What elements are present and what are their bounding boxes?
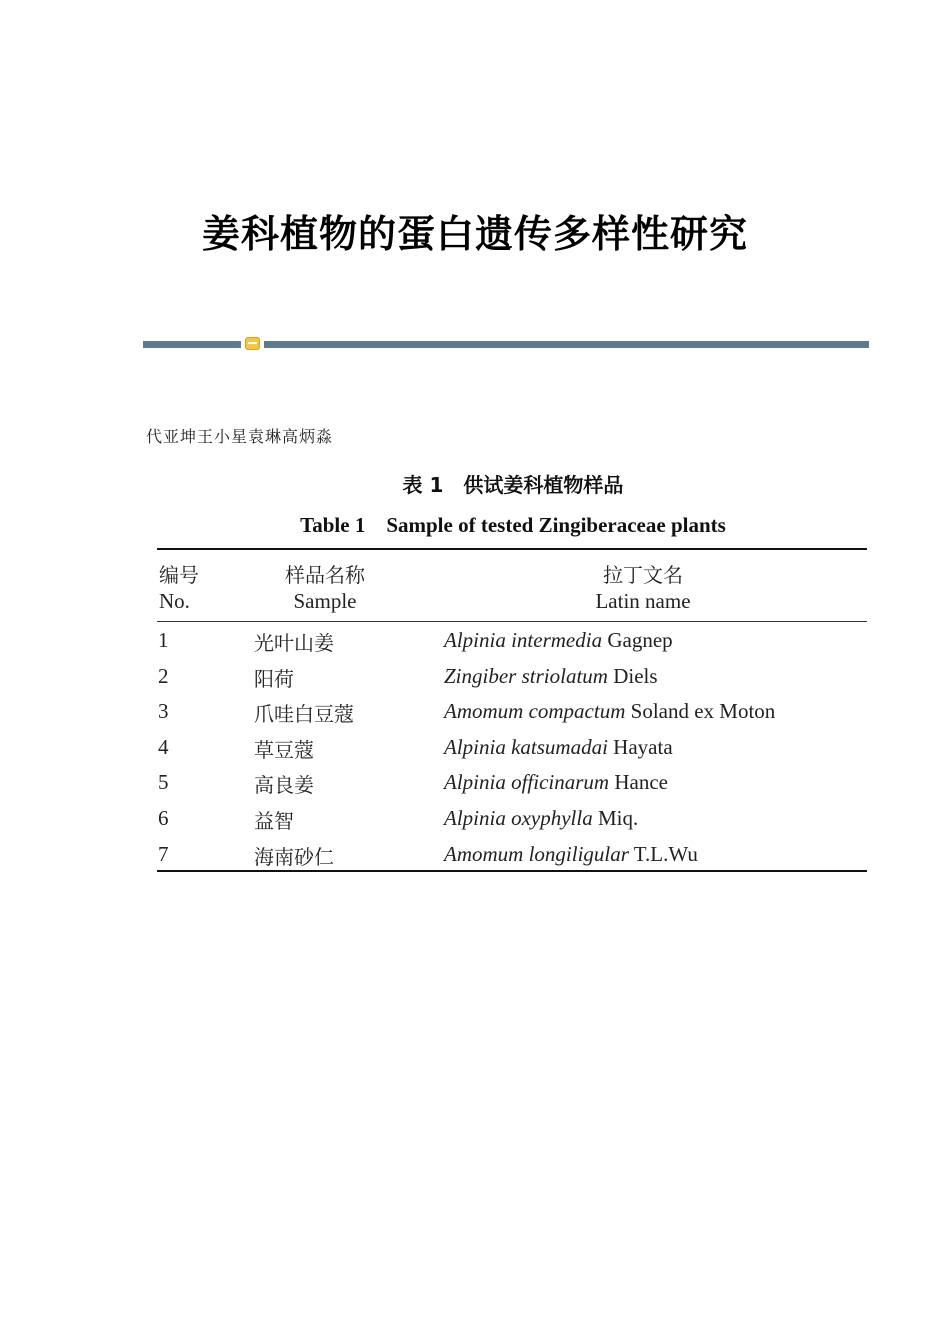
- row-no: 5: [158, 770, 169, 795]
- header-latin: [543, 562, 743, 614]
- row-latin-binomial: Amomum compactum: [444, 699, 626, 724]
- row-latin-author: T.L.Wu: [628, 841, 698, 866]
- row-no: 7: [158, 841, 169, 866]
- row-sample: 高良姜: [254, 773, 314, 798]
- row-sample: 阳荷: [254, 666, 294, 691]
- divider-bar-left: [143, 341, 241, 348]
- row-no: 6: [158, 805, 169, 830]
- document-title: 姜科植物的蛋白遗传多样性研究: [201, 211, 748, 256]
- table-row: [157, 660, 867, 696]
- author-line: 代亚坤王小星袁琳高炳淼: [146, 427, 334, 446]
- row-sample: 光叶山姜: [254, 631, 334, 655]
- header-no-cn: 编号: [159, 563, 199, 587]
- title-divider: [143, 337, 869, 351]
- header-latin-cn: 拉丁文名: [603, 563, 683, 587]
- row-no: 4: [158, 734, 169, 759]
- row-latin-binomial: Alpinia katsumadai: [444, 734, 608, 759]
- header-sample-en: Sample: [293, 589, 357, 613]
- row-latin: [444, 664, 658, 689]
- row-latin-author: Diels: [607, 663, 658, 688]
- table-bottom-rule: [157, 870, 867, 872]
- row-sample: 草豆蔻: [254, 737, 314, 762]
- row-latin-binomial: Zingiber striolatum: [444, 663, 608, 688]
- table-caption-cn: 表 1 供试姜科植物样品: [402, 473, 624, 497]
- table-row: [157, 838, 867, 874]
- row-latin-author: Miq.: [592, 805, 639, 830]
- table-row: [157, 802, 867, 838]
- divider-ornament-icon: [245, 337, 260, 350]
- header-latin-en: Latin name: [595, 589, 691, 613]
- row-latin: [444, 699, 775, 724]
- row-latin-author: Gagnep: [602, 628, 673, 652]
- table-header-rule: [157, 621, 867, 622]
- row-latin-author: Hayata: [607, 734, 673, 759]
- row-latin: [444, 735, 673, 760]
- row-latin-binomial: Alpinia intermedia: [444, 628, 603, 652]
- table-body: [157, 624, 867, 873]
- row-no: 1: [158, 628, 169, 652]
- row-latin: [444, 770, 668, 795]
- table-row: [157, 624, 867, 660]
- header-no-en: No.: [159, 589, 190, 613]
- row-latin: [444, 842, 698, 867]
- row-latin-binomial: Alpinia oxyphylla: [444, 805, 593, 830]
- row-latin: [444, 628, 673, 653]
- divider-bar-right: [264, 341, 869, 348]
- row-sample: 益智: [254, 808, 294, 833]
- row-no: 2: [158, 663, 169, 688]
- row-latin-author: Soland ex Moton: [625, 699, 776, 724]
- table-top-rule: [157, 548, 867, 550]
- row-sample: 爪哇白豆蔻: [254, 702, 354, 727]
- table-row: [157, 731, 867, 767]
- header-sample-cn: 样品名称: [285, 563, 365, 587]
- row-latin-author: Hance: [609, 770, 668, 795]
- row-latin-binomial: Amomum longiligular: [444, 841, 629, 866]
- row-latin: [444, 806, 638, 831]
- row-no: 3: [158, 699, 169, 724]
- row-sample: 海南砂仁: [254, 844, 334, 869]
- header-sample: [262, 562, 388, 614]
- table-row: [157, 695, 867, 731]
- table-row: [157, 766, 867, 802]
- table-caption-en: Table 1 Sample of tested Zingiberaceae plants: [300, 513, 726, 537]
- header-no: [159, 562, 199, 614]
- row-latin-binomial: Alpinia officinarum: [444, 770, 610, 795]
